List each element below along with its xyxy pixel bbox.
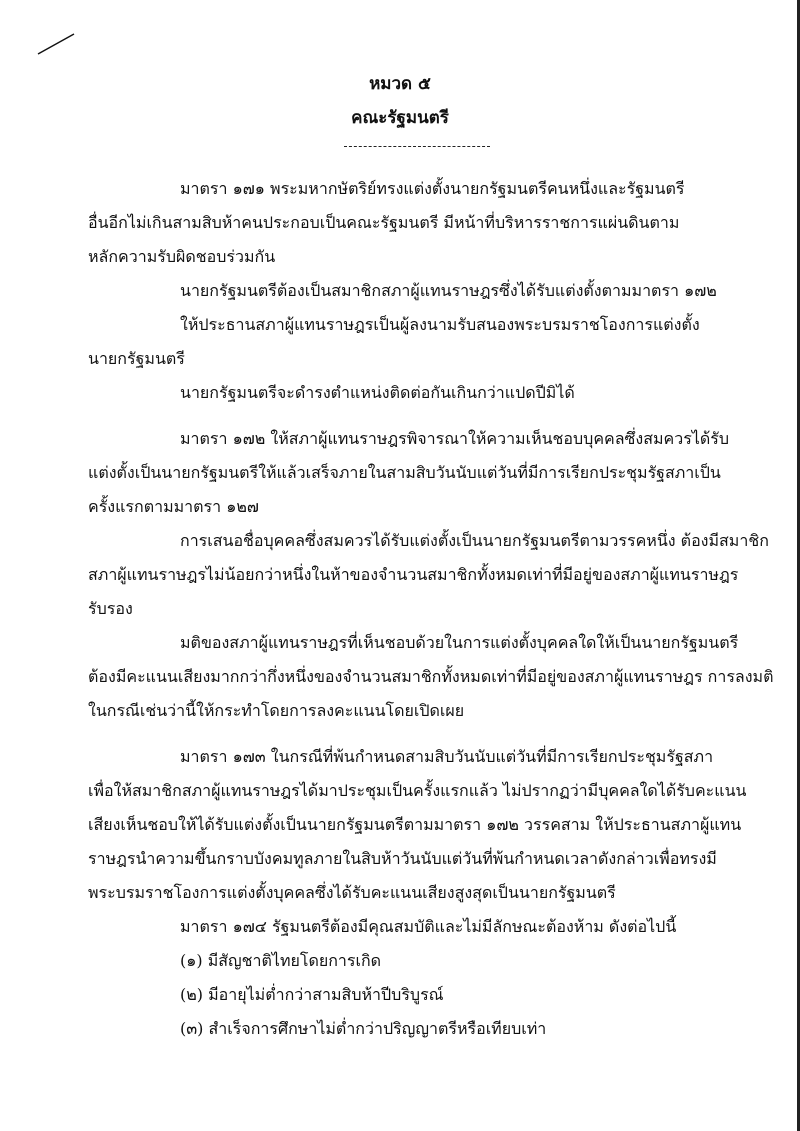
body-line: มติของสภาผู้แทนราษฎรที่เห็นชอบด้วยในการแต่งตั้งบุคคลใดให้เป็นนายกรัฐมนตรี [180, 633, 739, 652]
pen-stroke-mark [36, 32, 76, 56]
body-line: ในกรณีเช่นว่านี้ให้กระทำโดยการลงคะแนนโดยเปิดเผย [88, 701, 465, 720]
body-line: มาตรา ๑๗๓ ในกรณีที่พ้นกำหนดสามสิบวันนับแต่วันที่มีการเรียกประชุมรัฐสภา [180, 747, 714, 766]
chapter-title: คณะรัฐมนตรี [351, 108, 449, 128]
document-body [88, 172, 774, 1046]
body-line: เพื่อให้สมาชิกสภาผู้แทนราษฎรได้มาประชุมเป็นครั้งแรกแล้ว ไม่ปรากฏว่ามีบุคคลใดได้รับคะแนน [88, 781, 747, 800]
body-line: มาตรา ๑๗๔ รัฐมนตรีต้องมีคุณสมบัติและไม่มีลักษณะต้องห้าม ดังต่อไปนี้ [180, 917, 677, 936]
body-line: แต่งตั้งเป็นนายกรัฐมนตรีให้แล้วเสร็จภายในสามสิบวันนับแต่วันที่มีการเรียกประชุมรัฐสภาเป็น [88, 463, 721, 482]
body-line: (๑) มีสัญชาติไทยโดยการเกิด [180, 951, 382, 970]
body-line: ต้องมีคะแนนเสียงมากกว่ากึ่งหนึ่งของจำนวนสมาชิกทั้งหมดเท่าที่มีอยู่ของสภาผู้แทนราษฎร การลงมติ [88, 667, 774, 686]
body-line: นายกรัฐมนตรีต้องเป็นสมาชิกสภาผู้แทนราษฎรซึ่งได้รับแต่งตั้งตามมาตรา ๑๗๒ [180, 281, 717, 300]
body-line: เสียงเห็นชอบให้ได้รับแต่งตั้งเป็นนายกรัฐมนตรีตามมาตรา ๑๗๒ วรรคสาม ให้ประธานสภาผู้แทน [88, 815, 742, 834]
body-line: ให้ประธานสภาผู้แทนราษฎรเป็นผู้ลงนามรับสนองพระบรมราชโองการแต่งตั้ง [180, 315, 700, 334]
body-line: อื่นอีกไม่เกินสามสิบห้าคนประกอบเป็นคณะรัฐมนตรี มีหน้าที่บริหารราชการแผ่นดินตาม [88, 213, 680, 232]
chapter-heading: หมวด ๕ [369, 74, 431, 94]
body-line: ราษฎรนำความขึ้นกราบบังคมทูลภายในสิบห้าวันนับแต่วันที่พ้นกำหนดเวลาดังกล่าวเพื่อทรงมี [88, 849, 717, 868]
body-line: ครั้งแรกตามมาตรา ๑๒๗ [88, 497, 259, 516]
body-line: สภาผู้แทนราษฎรไม่น้อยกว่าหนึ่งในห้าของจำนวนสมาชิกทั้งหมดเท่าที่มีอยู่ของสภาผู้แทนราษฎร [88, 565, 739, 584]
body-line: หลักความรับผิดชอบร่วมกัน [88, 247, 276, 266]
body-line: มาตรา ๑๗๒ ให้สภาผู้แทนราษฎรพิจารณาให้ความเห็นชอบบุคคลซึ่งสมควรได้รับ [180, 429, 729, 448]
body-line: มาตรา ๑๗๑ พระมหากษัตริย์ทรงแต่งตั้งนายกรัฐมนตรีคนหนึ่งและรัฐมนตรี [180, 179, 685, 198]
body-line: พระบรมราชโองการแต่งตั้งบุคคลซึ่งได้รับคะแนนเสียงสูงสุดเป็นนายกรัฐมนตรี [88, 883, 616, 902]
body-line: นายกรัฐมนตรีจะดำรงตำแหน่งติดต่อกันเกินกว่าแปดปีมิได้ [180, 383, 575, 402]
body-line: (๓) สำเร็จการศึกษาไม่ต่ำกว่าปริญญาตรีหรือเทียบเท่า [180, 1019, 547, 1038]
body-line: (๒) มีอายุไม่ต่ำกว่าสามสิบห้าปีบริบูรณ์ [180, 985, 444, 1004]
body-line: นายกรัฐมนตรี [88, 349, 185, 368]
body-line: การเสนอชื่อบุคคลซึ่งสมควรได้รับแต่งตั้งเป็นนายกรัฐมนตรีตามวรรคหนึ่ง ต้องมีสมาชิก [180, 531, 769, 550]
title-divider [344, 146, 490, 147]
body-line: รับรอง [88, 599, 133, 618]
